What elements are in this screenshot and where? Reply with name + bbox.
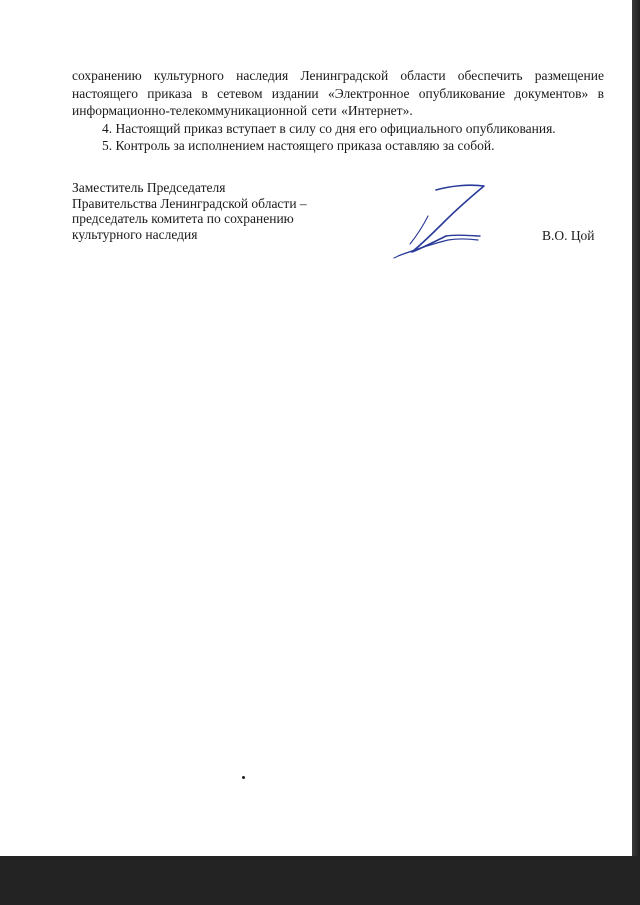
signatory-position-line-1: Заместитель Председателя (72, 180, 226, 195)
signer-name: В.О. Цой (542, 228, 595, 243)
signatory-position (72, 180, 307, 242)
handwritten-signature (388, 178, 498, 262)
signatory-position-line-2: Правительства Ленинградской области – (72, 195, 307, 211)
paragraph-item-4: 4. Настоящий приказ вступает в силу со дня его официального опубликования. (102, 120, 556, 136)
signatory-position-line-4: культурного наследия (72, 226, 198, 242)
signatory-position-line-3: председатель комитета по сохранению (72, 211, 294, 226)
scan-edge-right (632, 0, 640, 905)
document-body (72, 67, 604, 155)
paragraph-continuation: сохранению культурного наследия Ленинградской области обеспечить размещение настоящего приказа в сетевом издании «Электронное опубликование документов» в информационно-телекоммуникационной сети «Интернет». (72, 68, 604, 118)
scan-edge-bottom (0, 856, 640, 905)
scan-speck (242, 776, 245, 779)
paragraph-item-5: 5. Контроль за исполнением настоящего приказа оставляю за собой. (102, 138, 495, 153)
